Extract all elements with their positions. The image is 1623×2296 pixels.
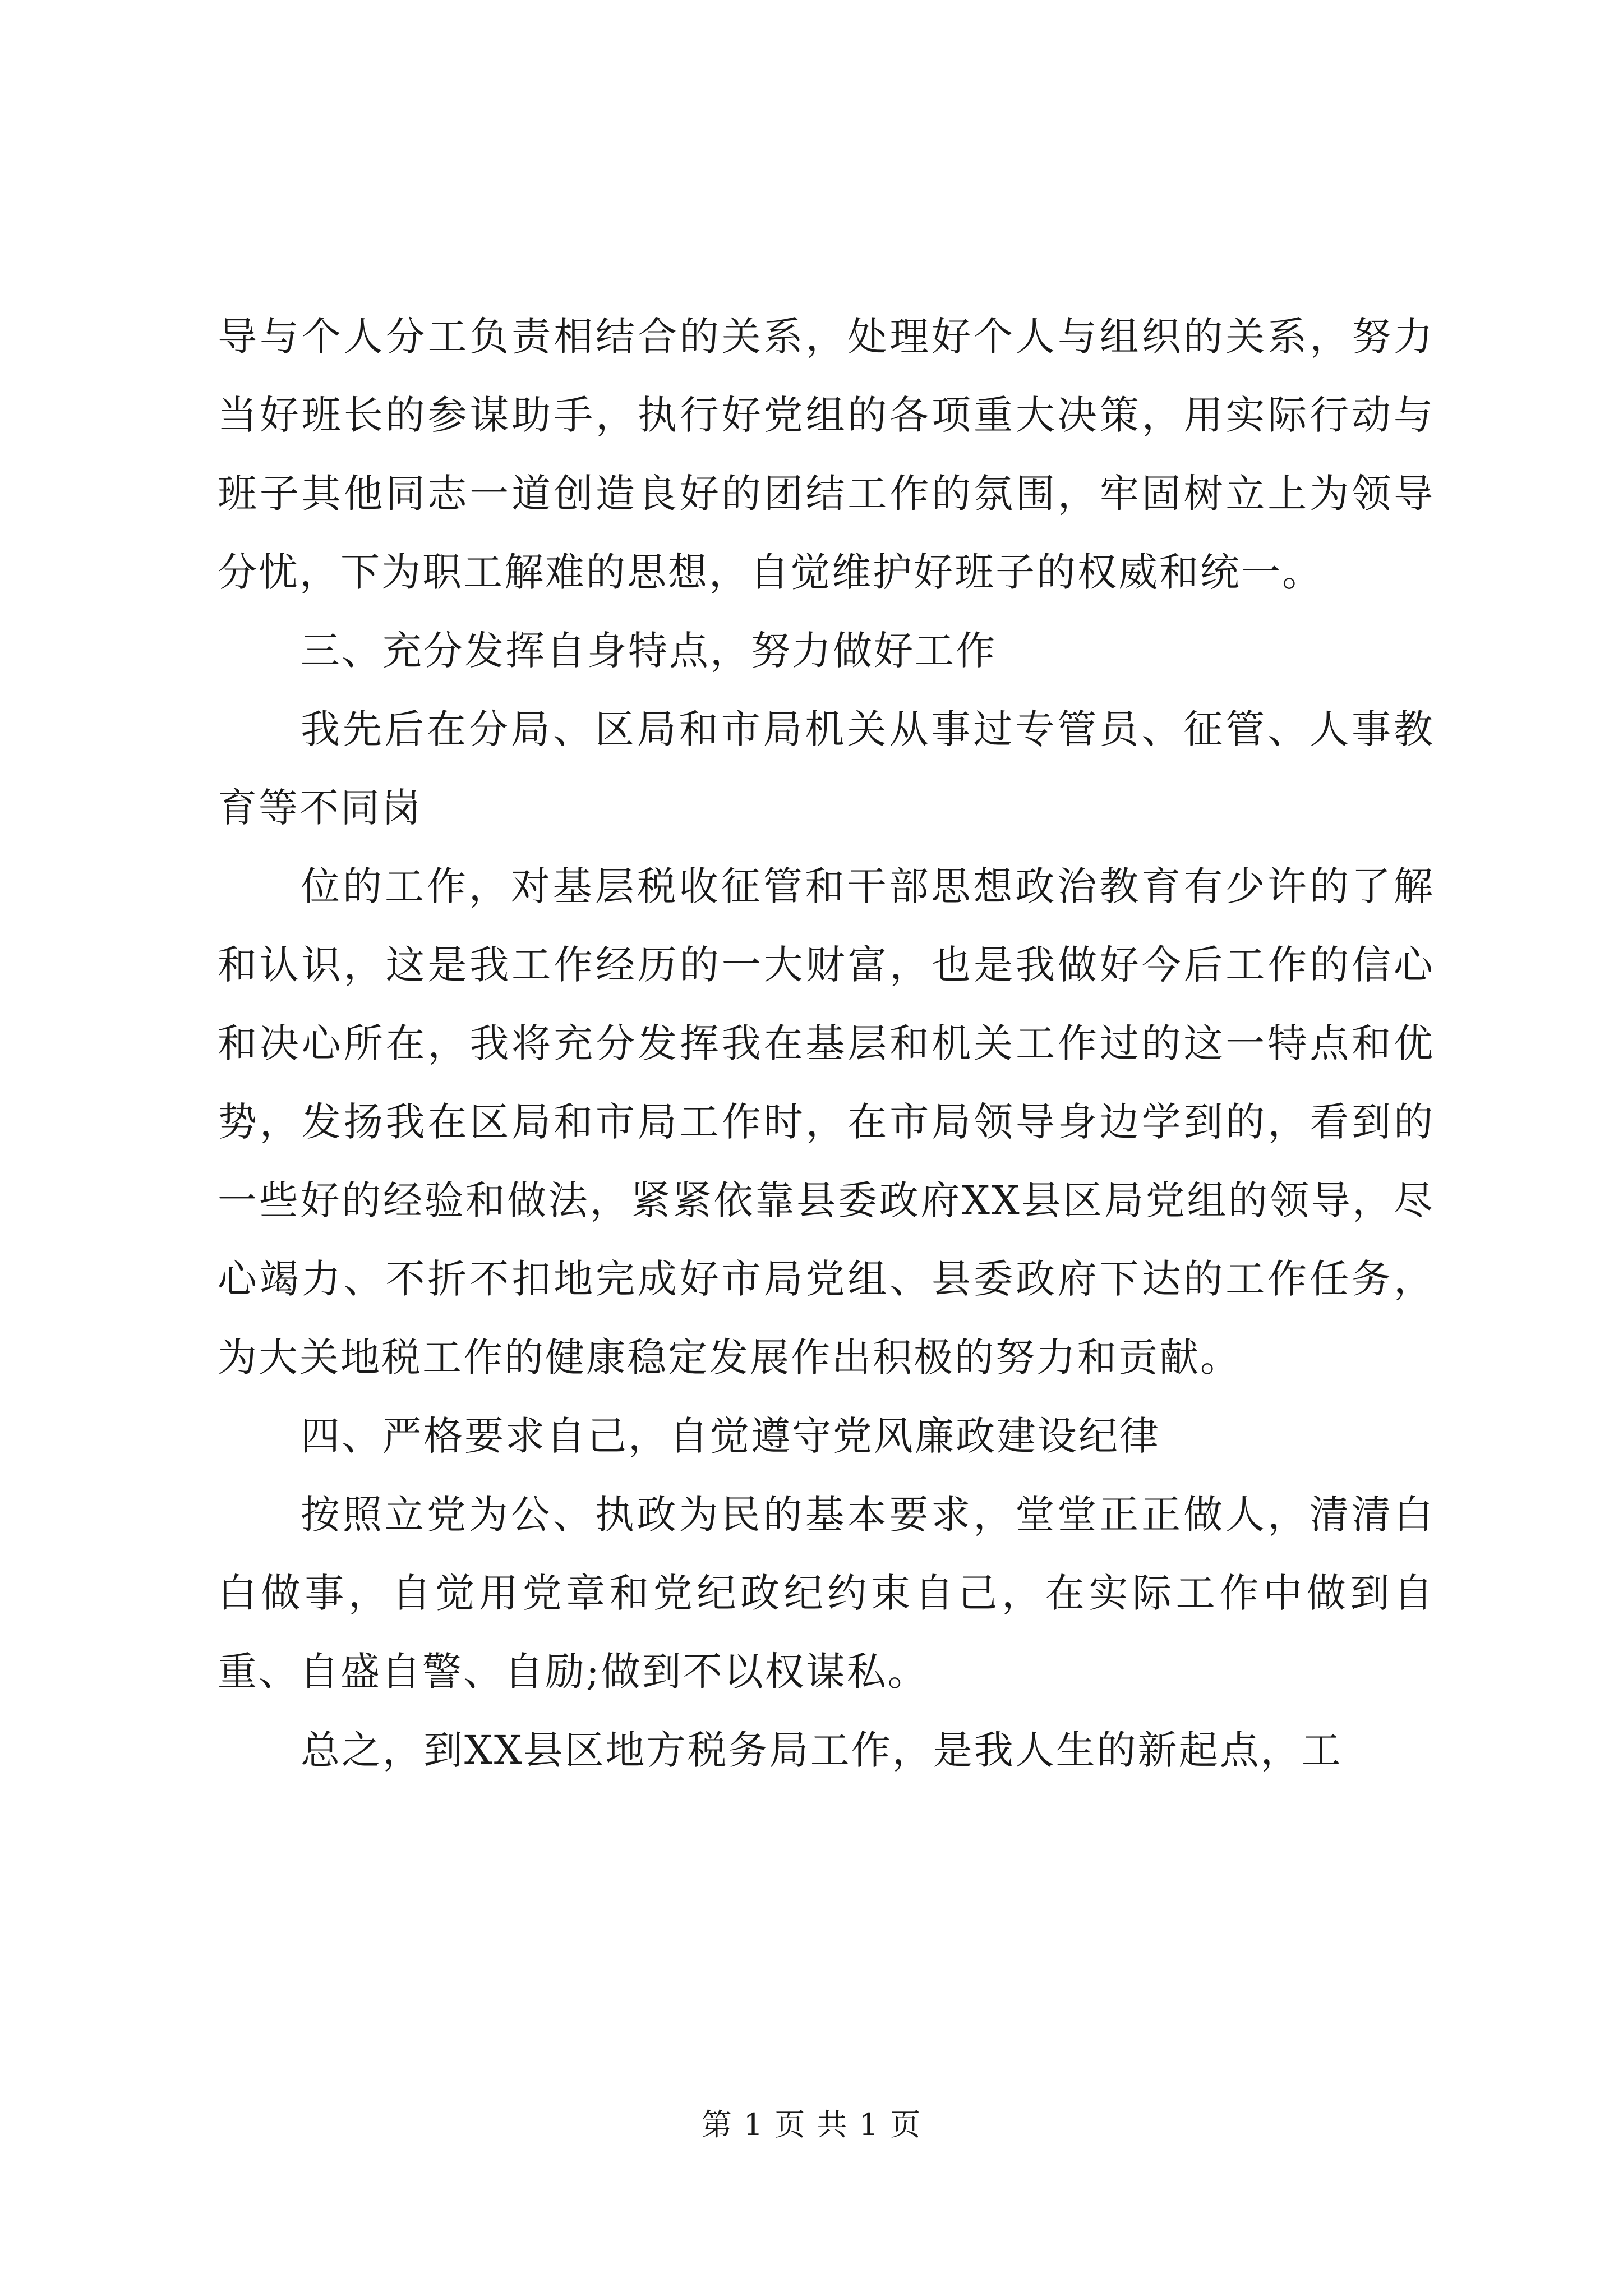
paragraph-continuation: 导与个人分工负责相结合的关系，处理好个人与组织的关系，努力当好班长的参谋助手，执行好党组的各项重大决策，用实际行动与班子其他同志一道创造良好的团结工作的氛围，牢固树立上为领导分忧，下为职工解难的思想，自觉维护好班子的权威和统一。	[218, 314, 1435, 595]
paragraph-conclusion: 总之，到XX县区地方税务局工作，是我人生的新起点，工	[301, 1727, 1343, 1773]
paragraph-discipline: 按照立党为公、执政为民的基本要求，堂堂正正做人，清清白白做事，自觉用党章和党纪政纪约束自己，在实际工作中做到自重、自盛自警、自励;做到不以权谋私。	[218, 1492, 1435, 1695]
paragraph-work-plan: 位的工作，对基层税收征管和干部思想政治教育有少许的了解和认识，这是我工作经历的一大财富，也是我做好今后工作的信心和决心所在，我将充分发挥我在基层和机关工作过的这一特点和优势，发扬我在区局和市局工作时，在市局领导身边学到的，看到的一些好的经验和做法，紧紧依靠县委政府XX县区局党组的领导，尽心竭力、不折不扣地完成好市局党组、县委政府下达的工作任务，为大关地税工作的健康稳定发展作出积极的努力和贡献。	[218, 863, 1435, 1381]
section-heading-3: 三、充分发挥自身特点，努力做好工作	[301, 628, 997, 674]
page-footer: 第 1 页 共 1 页	[701, 2107, 922, 2142]
document-body	[218, 297, 1435, 1789]
paragraph-experience: 我先后在分局、区局和市局机关从事过专管员、征管、人事教育等不同岗	[218, 706, 1435, 831]
section-heading-4: 四、严格要求自己，自觉遵守党风廉政建设纪律	[301, 1413, 1160, 1459]
